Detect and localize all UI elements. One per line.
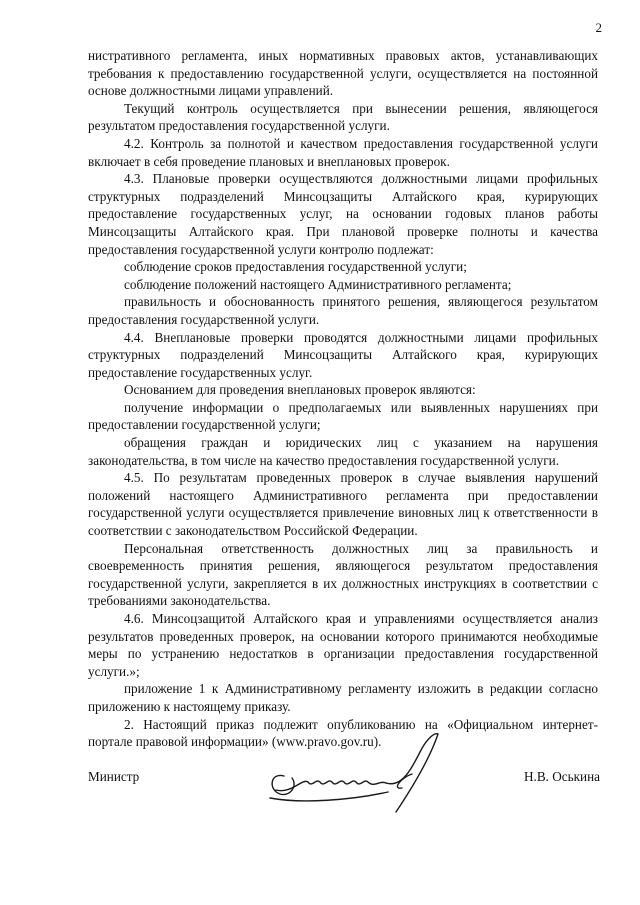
paragraph: получение информации о предполагаемых или выявленных нарушениях при предоставлении государственной услуги; xyxy=(88,399,598,433)
paragraph: 4.6. Минсоцзащитой Алтайского края и управлениями осуществляется анализ результатов проведенных проверок, на основании которого принимаются необходимые меры по устранению недостатков в организации предоставления государственной услуги.»; xyxy=(88,611,598,679)
paragraph: Основанием для проведения внеплановых проверок являются: xyxy=(124,382,476,398)
page-number: 2 xyxy=(595,20,602,35)
paragraph: 4.2. Контроль за полнотой и качеством предоставления государственной услуги включает в себя проведение плановых и внеплановых проверок. xyxy=(88,135,598,169)
paragraph: 2. Настоящий приказ подлежит опубликованию на «Официальном интернет-портале правовой информации» (www.pravo.gov.ru). xyxy=(88,716,598,750)
paragraph: 4.4. Внеплановые проверки проводятся должностными лицами профильных структурных подразделений Минсоцзащиты Алтайского края, курирующих предоставление государственных услуг. xyxy=(88,329,598,380)
signatory-name: Н.В. Оськина xyxy=(524,769,600,784)
paragraph: нистративного регламента, иных нормативных правовых актов, устанавливающих требования к предоставлению государственной услуги, осуществляется на постоянной основе должностными лицами управлений. xyxy=(88,48,598,99)
paragraph: обращения граждан и юридических лиц с указанием на нарушения законодательства, в том числе на качество предоставления государственной услуги. xyxy=(88,435,598,468)
signature-block xyxy=(88,728,600,818)
paragraph: Текущий контроль осуществляется при вынесении решения, являющегося результатом предоставления государственной услуги. xyxy=(88,100,598,134)
paragraph: правильность и обоснованность принятого решения, являющегося результатом предоставления государственной услуги. xyxy=(88,294,598,327)
paragraph: приложение 1 к Административному регламенту изложить в редакции согласно приложению к настоящему приказу. xyxy=(88,681,598,714)
paragraph: соблюдение сроков предоставления государственной услуги; xyxy=(124,259,467,275)
paragraph: соблюдение положений настоящего Административного регламента; xyxy=(124,276,512,292)
paragraph: Персональная ответственность должностных лиц за правильность и своевременность принятия решения, являющегося результатом предоставления государственной услуги, закрепляется в их должностных инструкциях в соответствии с требованиями законодательства. xyxy=(88,540,598,609)
paragraph: 4.5. По результатам проведенных проверок в случае выявления нарушений положений настоящего Административного регламента при предоставлении государственной услуги осуществляется привлечение виновных лиц к ответственности в соответствии с законодательством Российской Федерации. xyxy=(88,470,598,539)
handwritten-signature xyxy=(262,728,452,818)
paragraph: 4.3. Плановые проверки осуществляются должностными лицами профильных структурных подразделений Минсоцзащиты Алтайского края, курирующих предоставление государственных услуг, на основании годовых планов работы Минсоцзащиты Алтайского края. При плановой проверке полноты и качества предоставления государственной услуги контролю подлежат: xyxy=(88,171,598,257)
signatory-title: Министр xyxy=(88,769,140,784)
document-body xyxy=(88,47,598,751)
